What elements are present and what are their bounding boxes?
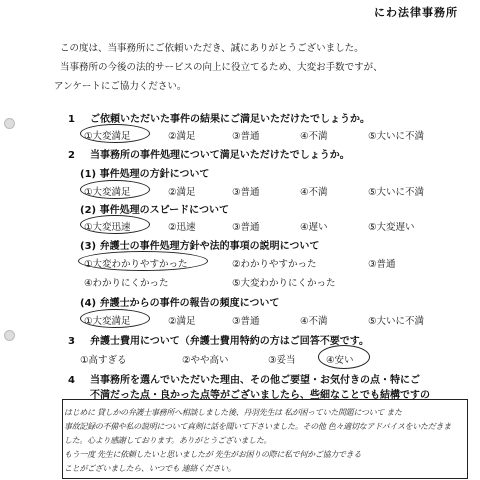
q2-4-option-1[interactable]: ①大変満足 (84, 316, 131, 327)
question-number: 3 (68, 336, 75, 347)
firm-name: にわ法律事務所 (374, 6, 458, 19)
q2-1-option-3[interactable]: ③普通 (232, 187, 260, 198)
q2-2-option-4[interactable]: ④遅い (300, 222, 328, 233)
question-4-line-2: 不満だった点・良かった点等がございましたら、些細なことでも結構ですの (90, 390, 430, 401)
comment-line-5: ことがございましたら、いつでも 連絡ください。 (64, 464, 236, 473)
q3-option-3[interactable]: ③妥当 (268, 355, 296, 366)
comment-line-3: した。心より感謝しております。ありがとうございました。 (64, 436, 272, 445)
question-3 (68, 332, 369, 347)
question-text: ご依頼いただいた事件の結果にご満足いただけたでしょうか。 (90, 114, 370, 125)
q2-sub-4-label: (4) 弁護士からの事件の報告の頻度について (80, 298, 280, 309)
q2-1-option-5[interactable]: ⑤大いに不満 (368, 187, 425, 198)
q2-sub-2-label: (2) 事件処理のスピードについて (80, 205, 229, 216)
intro-line-2: 当事務所の今後の法的サービスの向上に役立てるため、大変お手数ですが、 (60, 62, 383, 73)
question-1 (68, 110, 370, 125)
q2-sub-1-label: (1) 事件処理の方針について (80, 169, 210, 180)
comment-line-1: はじめに 貸しかの弁護士事務所へ相談しました後、丹羽先生は 私が困っていた問題について また (64, 408, 402, 417)
q1-option-3[interactable]: ③普通 (232, 131, 260, 142)
q2-3-option-2[interactable]: ②わかりやすかった (232, 259, 317, 270)
q1-option-1[interactable]: ①大変満足 (84, 131, 131, 142)
q2-2-option-1[interactable]: ①大変迅速 (84, 222, 131, 233)
q2-sub-3-label: (3) 弁護士の事件処理方針や法的事項の説明について (80, 241, 320, 252)
q1-option-4[interactable]: ④不満 (300, 131, 328, 142)
q2-2-option-3[interactable]: ③普通 (232, 222, 260, 233)
intro-line-1: この度は、当事務所にご依頼いただき、誠にありがとうございました。 (60, 43, 364, 54)
q2-3-option-1[interactable]: ①大変わかりやすかった (84, 259, 188, 270)
q2-3-option-3[interactable]: ③普通 (368, 259, 396, 270)
question-text: 当事務所の事件処理について満足いただけたでしょうか。 (90, 150, 350, 161)
q2-2-option-5[interactable]: ⑤大変遅い (368, 222, 415, 233)
q3-option-4[interactable]: ④安い (326, 355, 354, 366)
q2-4-option-3[interactable]: ③普通 (232, 316, 260, 327)
question-2 (68, 146, 350, 161)
binder-hole-bottom (4, 330, 15, 341)
q2-3-option-4[interactable]: ④わかりにくかった (84, 278, 169, 289)
q2-1-option-2[interactable]: ②満足 (168, 187, 196, 198)
question-4 (68, 371, 420, 386)
q2-4-option-5[interactable]: ⑤大いに不満 (368, 316, 425, 327)
intro-line-3: アンケートにご協力ください。 (54, 81, 187, 92)
q2-1-option-4[interactable]: ④不満 (300, 187, 328, 198)
question-number: 1 (68, 114, 75, 125)
question-text: 弁護士費用について（弁護士費用特約の方はご回答不要です。 (90, 336, 369, 347)
question-number: 4 (68, 375, 75, 386)
q3-option-2[interactable]: ②やや高い (182, 355, 229, 366)
q2-1-option-1[interactable]: ①大変満足 (84, 187, 131, 198)
question-text-line-1: 当事務所を選んでいただいた理由、その他ご要望・お気付きの点・特にご (90, 375, 420, 386)
q2-4-option-4[interactable]: ④不満 (300, 316, 328, 327)
q2-2-option-2[interactable]: ②迅速 (168, 222, 196, 233)
comment-line-4: もう一度 先生に依頼したいと思いましたが 先生がお困りの際に私で何かご協力できる (64, 450, 362, 459)
q2-3-option-5[interactable]: ⑤大変わかりにくかった (232, 278, 336, 289)
question-number: 2 (68, 150, 75, 161)
q2-4-option-2[interactable]: ②満足 (168, 316, 196, 327)
q1-option-2[interactable]: ②満足 (168, 131, 196, 142)
binder-hole-top (4, 118, 15, 129)
q1-option-5[interactable]: ⑤大いに不満 (368, 131, 425, 142)
comment-line-2: 事故記録の不備や私の説明について真剣に話を聞いて下さいました。その他 色々適切なアドバイスをいただきま (64, 422, 451, 431)
q3-option-1[interactable]: ①高すぎる (80, 355, 127, 366)
